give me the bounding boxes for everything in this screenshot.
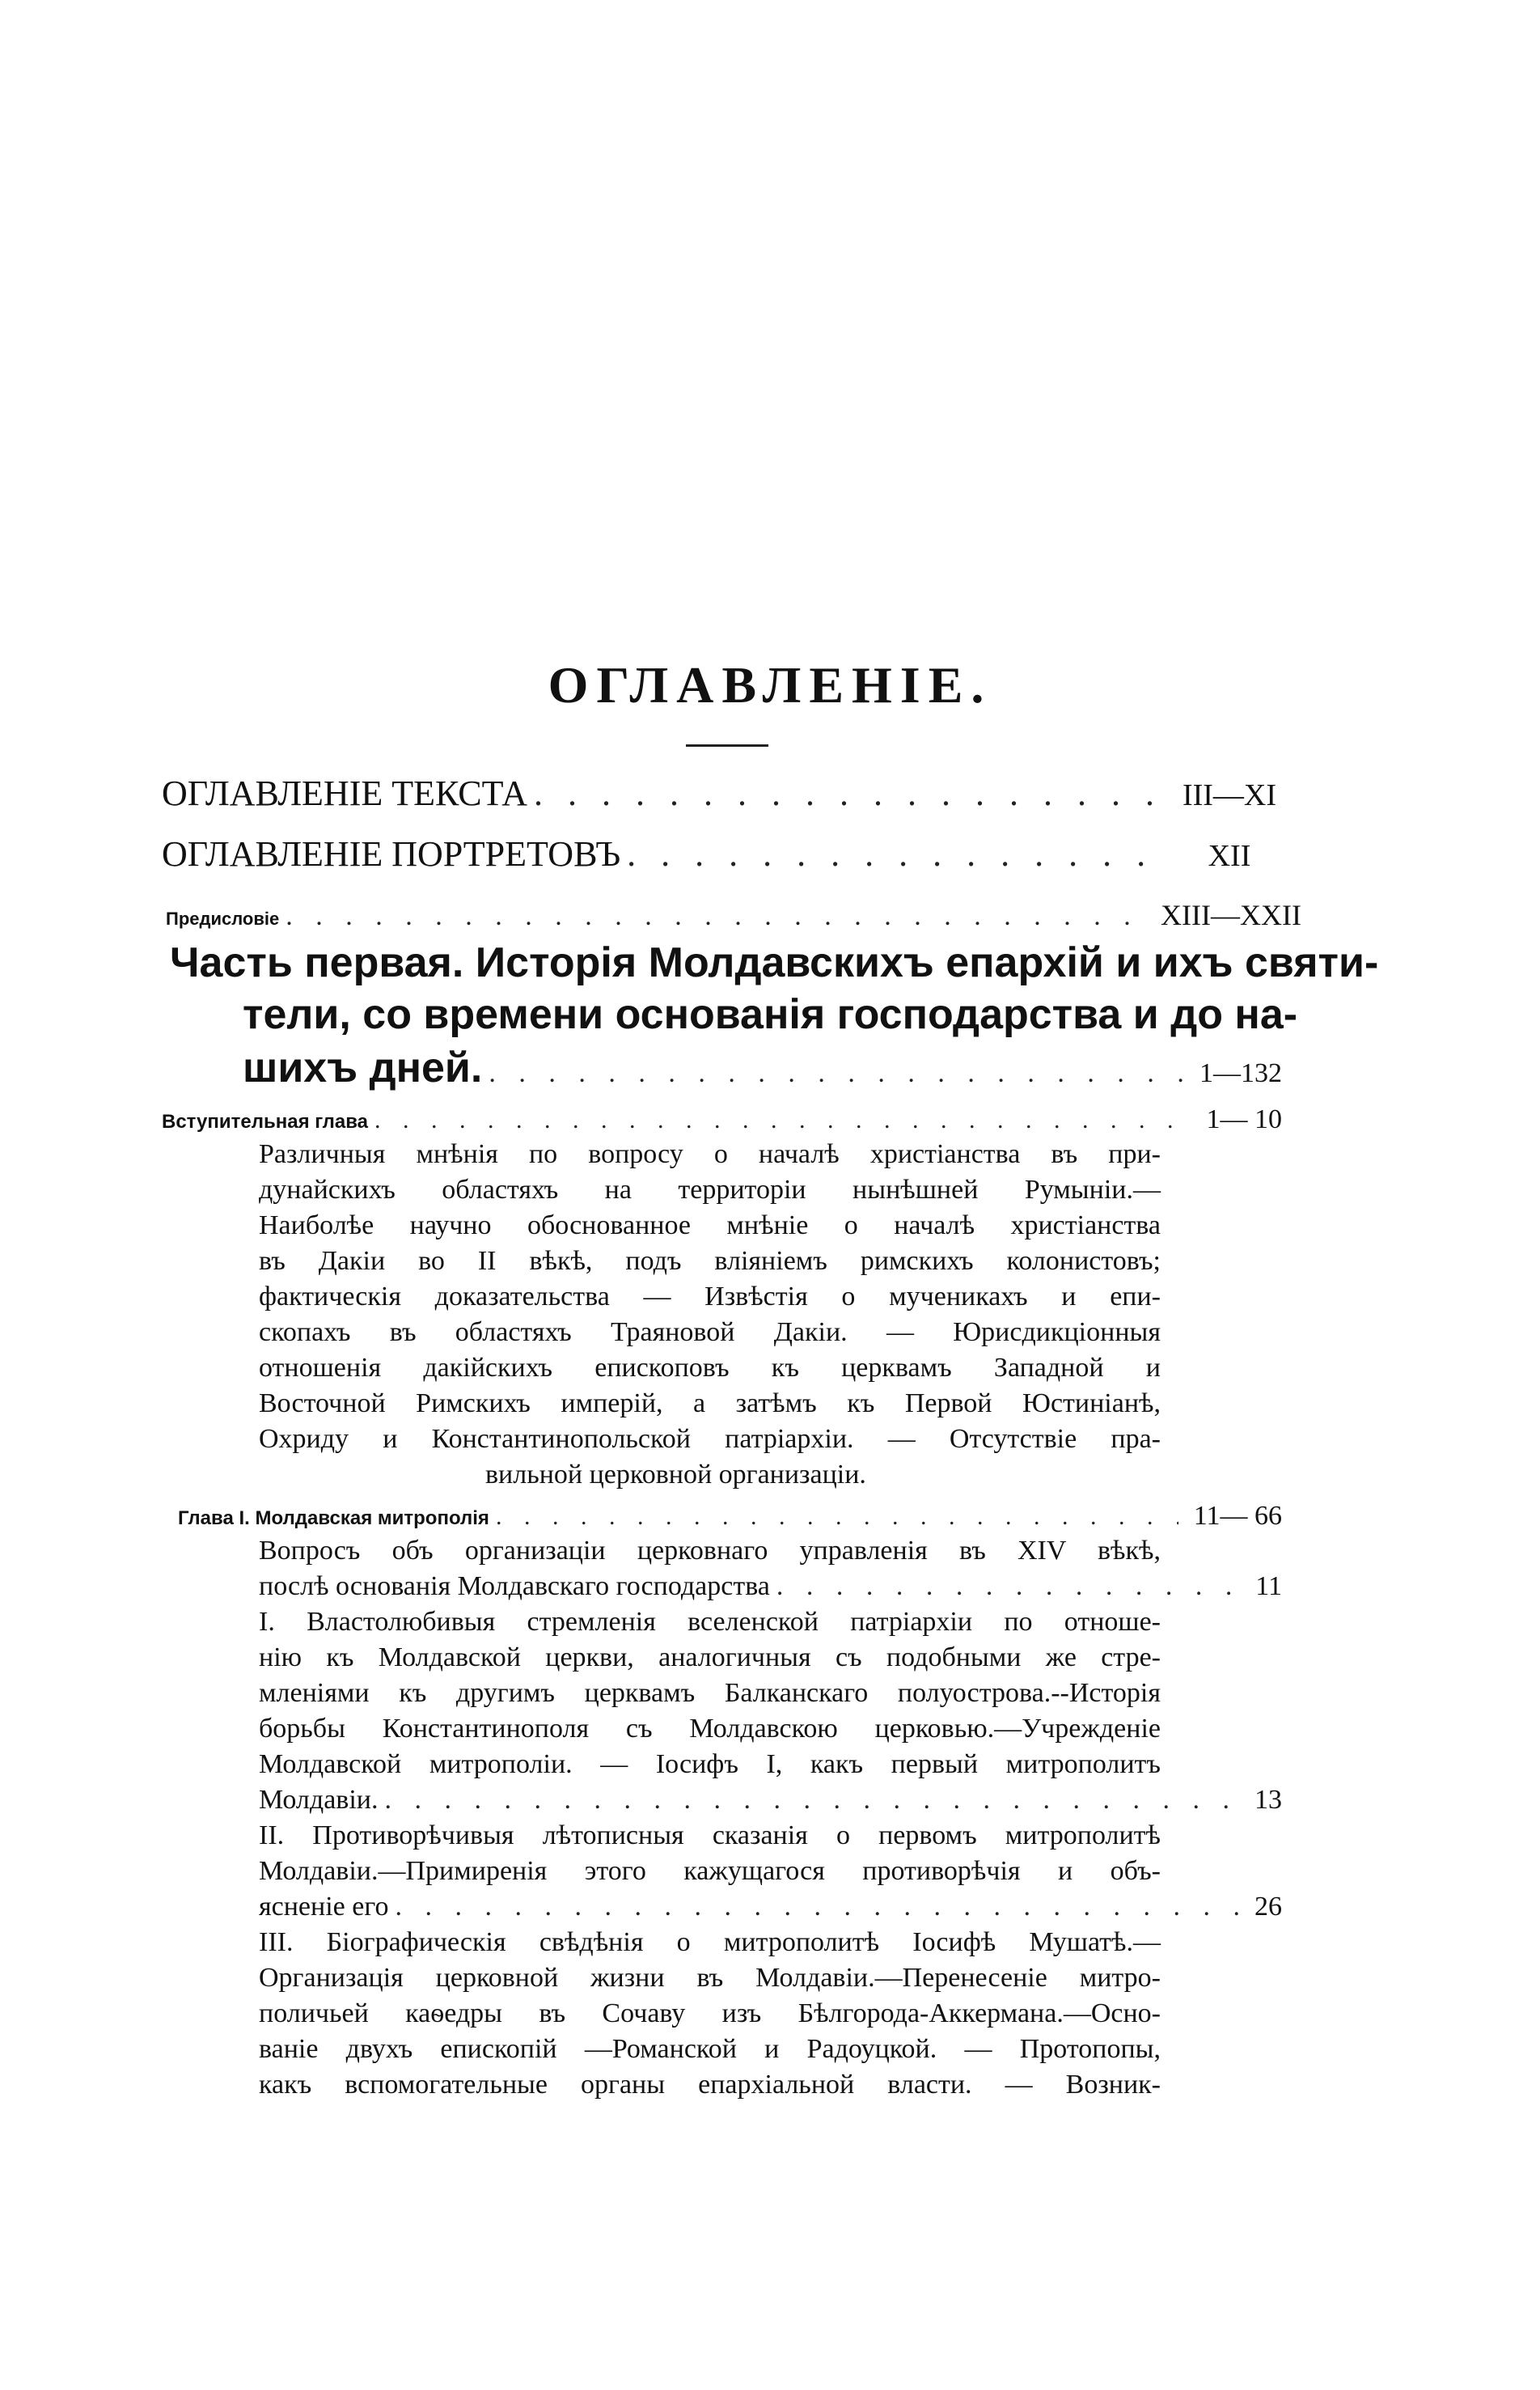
toc-entry-pages: III—XI <box>1182 778 1277 812</box>
summary-line: вильной церковной организаціи. <box>485 1460 866 1490</box>
toc-entry-label: Предисловіе <box>166 909 280 929</box>
toc-entry-portraits[interactable] <box>162 833 1282 875</box>
chapter-one-question-end[interactable] <box>259 1569 1282 1604</box>
leader-dots <box>534 773 1170 814</box>
toc-entry-label: ОГЛАВЛЕНІЕ ТЕКСТА <box>162 773 528 813</box>
summary-line: поличьей каѳедры въ Сочаву изъ Бѣлгорода-Аккермана.—Осно- <box>259 1998 1161 2028</box>
summary-line: II. Противорѣчивыя лѣтописныя сказанія о первомъ митрополитѣ <box>259 1820 1161 1850</box>
toc-entry-label: Глава I. Молдавская митрополія <box>178 1507 489 1529</box>
summary-line: послѣ основанія Молдавскаго господарства <box>259 1571 770 1601</box>
summary-line: мленіями къ другимъ церквамъ Балканскаго полуострова.--Исторія <box>259 1678 1161 1708</box>
toc-entry-pages: 11— 66 <box>1193 1501 1282 1531</box>
part-one-line: шихъ дней. <box>243 1045 483 1091</box>
summary-line: дунайскихъ областяхъ на территоріи нынѣшней Румыніи.— <box>259 1175 1161 1205</box>
summary-line: въ Дакіи во II вѣкѣ, подъ вліяніемъ римскихъ колонистовъ; <box>259 1246 1161 1276</box>
part-one-line: Часть первая. Исторія Молдавскихъ епархій и ихъ святи- <box>170 939 1379 986</box>
chapter-one-section-2-end[interactable] <box>259 1889 1282 1925</box>
summary-line: какъ вспомогательные органы епархіальной власти. — Возник- <box>259 2070 1161 2100</box>
summary-line: Молдавской митрополіи. — Іосифъ I, какъ первый митрополитъ <box>259 1749 1161 1779</box>
summary-line: I. Властолюбивыя стремленія вселенской патріархіи по отноше- <box>259 1607 1161 1637</box>
summary-line: Восточной Римскихъ имперій, а затѣмъ къ Первой Юстиніанѣ, <box>259 1388 1161 1418</box>
toc-entry-pages: XIII—XXII <box>1161 899 1301 931</box>
leader-dots <box>286 901 1154 932</box>
summary-line: фактическія доказательства — Извѣстія о мученикахъ и епи- <box>259 1282 1161 1312</box>
section-page: 13 <box>1254 1785 1282 1815</box>
toc-entry-preface[interactable] <box>166 898 1301 932</box>
summary-line: Организація церковной жизни въ Молдавіи.—Перенесеніе митро- <box>259 1963 1161 1993</box>
summary-line: борьбы Константинополя съ Молдавскою церковью.—Учрежденіе <box>259 1714 1161 1744</box>
chapter-one-section-1 <box>259 1604 1161 1782</box>
summary-line: ясненіе его <box>259 1892 389 1922</box>
summary-line: Молдавіи.—Примиренія этого кажущагося противорѣчія и объ- <box>259 1856 1161 1886</box>
leader-dots <box>385 1782 1244 1818</box>
summary-line: нію къ Молдавской церкви, аналогичныя съ подобными же стре- <box>259 1642 1161 1672</box>
part-one-line: тели, со времени основанія господарства и до на- <box>243 991 1298 1038</box>
summary-line: Различныя мнѣнія по вопросу о началѣ христіанства въ при- <box>259 1139 1161 1169</box>
toc-entry-text[interactable] <box>162 773 1282 814</box>
summary-line: III. Біографическія свѣдѣнія о митрополитѣ Іосифѣ Мушатѣ.— <box>259 1927 1161 1957</box>
chapter-one-question <box>259 1533 1161 1569</box>
summary-line: Вопросъ объ организаціи церковнаго управленія въ XIV вѣкѣ, <box>259 1536 1161 1566</box>
leader-dots <box>489 1058 1187 1089</box>
toc-entry-label: Вступительная глава <box>162 1111 369 1133</box>
summary-line: скопахъ въ областяхъ Траяновой Дакіи. — Юрисдикціонныя <box>259 1317 1161 1347</box>
title-divider <box>686 744 768 747</box>
toc-entry-label: ОГЛАВЛЕНІЕ ПОРТРЕТОВЪ <box>162 834 621 874</box>
toc-entry-intro-chapter[interactable] <box>162 1104 1282 1135</box>
summary-line: Охриду и Константинопольской патріархіи. — Отсутствіе пра- <box>259 1424 1161 1454</box>
toc-entry-chapter-one[interactable] <box>178 1501 1282 1532</box>
summary-line: Наиболѣе научно обоснованное мнѣніе о началѣ христіанства <box>259 1210 1161 1240</box>
section-page: 11 <box>1255 1571 1282 1601</box>
toc-entry-pages: XII <box>1208 839 1251 873</box>
leader-dots <box>776 1569 1243 1604</box>
part-one-heading[interactable] <box>170 937 1379 1040</box>
leader-dots <box>496 1503 1178 1531</box>
leader-dots <box>627 833 1170 875</box>
chapter-one-section-1-end[interactable] <box>259 1782 1282 1818</box>
part-one-pages: 1—132 <box>1199 1058 1282 1088</box>
section-page: 26 <box>1254 1892 1282 1922</box>
leader-dots <box>395 1889 1243 1925</box>
chapter-one-section-2 <box>259 1818 1161 1889</box>
part-one-last-line[interactable] <box>243 1044 1282 1092</box>
chapter-one-section-3 <box>259 1925 1161 2103</box>
leader-dots <box>374 1107 1187 1134</box>
summary-line: Молдавіи. <box>259 1785 379 1815</box>
page-title: ОГЛАВЛЕНІЕ. <box>548 656 992 714</box>
summary-line: ваніе двухъ епископій —Романской и Радоуцкой. — Протопопы, <box>259 2034 1161 2064</box>
toc-entry-pages: 1— 10 <box>1206 1104 1282 1134</box>
intro-summary <box>259 1137 1161 1493</box>
summary-line: отношенія дакійскихъ епископовъ къ церквамъ Западной и <box>259 1353 1161 1383</box>
